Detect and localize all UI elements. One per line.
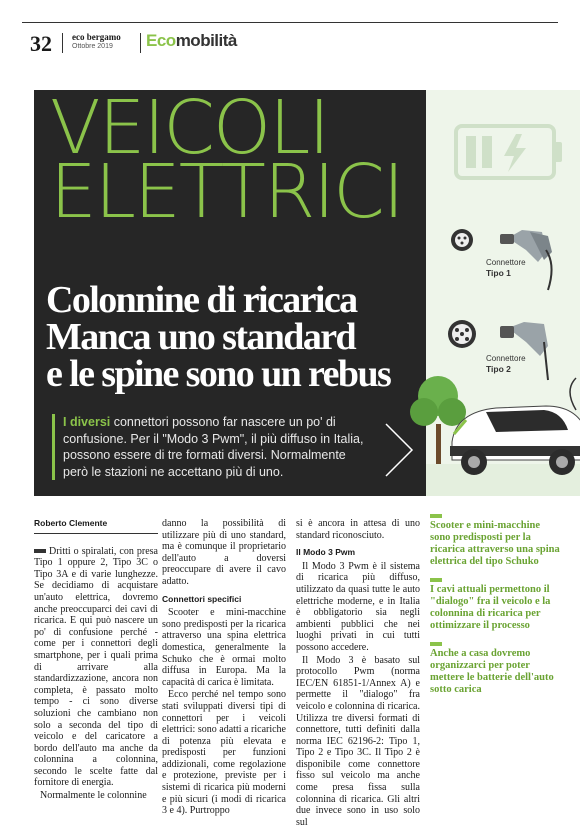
headline bbox=[50, 85, 403, 235]
publication-name: eco bergamo bbox=[72, 32, 121, 42]
subheading: Il Modo 3 Pwm bbox=[296, 547, 356, 558]
sidebar-highlights bbox=[430, 514, 562, 706]
highlight-marker bbox=[430, 514, 442, 518]
header-divider bbox=[140, 33, 141, 53]
highlight-marker bbox=[430, 578, 442, 582]
page-number: 32 bbox=[30, 31, 52, 56]
highlight-item: I cavi attuali permettono il "dialogo" fra il veicolo e la colonnina di ricarica per ottimizzare il processo bbox=[430, 578, 562, 632]
article-paragraph: Normalmente le colonnine bbox=[40, 790, 147, 802]
article-paragraph: Scooter e mini-macchine sono predisposti per la ricarica attraverso una spina elettrica domestica, generalmente la Schuko che è ormai molto diffusa in Europa. Ma la capacità di carica è limitata. bbox=[162, 607, 286, 688]
connector-illustration bbox=[426, 90, 580, 496]
cable-icon bbox=[570, 378, 576, 410]
article-paragraph: Il Modo 3 è basato sul protocollo Pwm (norma IEC/EN 61851-1/Annex A) e permette il "dialogo" fra veicolo e colonnina di ricarica. Utilizza tre diversi formati di connettore, tutti definiti dalla norma IEC 62196-2: Tipo 1, Tipo 2 e Tipo 3C. Il Tipo 2 è disponibile come connettore fisso sul veicolo ma anche come presa fissa sulla colonnina di ricarica. Gli altri due invece sono in uso solo sul bbox=[296, 654, 420, 828]
lead-bold: I diversi bbox=[63, 415, 111, 429]
page-header bbox=[22, 22, 558, 54]
header-divider bbox=[62, 33, 63, 53]
article-column-3 bbox=[296, 518, 420, 829]
subheadline-line: Colonnine di ricarica bbox=[46, 279, 357, 321]
connector-type1-label: Connettore Tipo 1 bbox=[486, 258, 526, 278]
subheadline-line: e le spine sono un rebus bbox=[46, 353, 391, 395]
publication-date: Ottobre 2019 bbox=[72, 43, 113, 50]
highlight-marker bbox=[430, 642, 442, 646]
article-paragraph: Il Modo 3 Pwm è il sistema di ricarica più diffuso, utilizzato da quasi tutte le auto elettriche moderne, e in Italia è obbligatorio sia negli ambienti pubblici che nei luoghi privati in cui tutti possono accedere. bbox=[296, 560, 420, 653]
headline-line: ELETTRICI bbox=[50, 149, 403, 235]
article-column-2 bbox=[162, 518, 286, 818]
article-paragraph: Ecco perché nel tempo sono stati sviluppati diversi tipi di connettori per i veicoli elettrici: sono adatti a ricariche di potenza più elevata e predisposti per funzioni addizionali, come regolazione e protezione, previste per i sistemi di ricarica più moderni e più sicuri (i modi di ricarica 3 e 4). Purtroppo bbox=[162, 689, 286, 817]
lead-text: connettori possono far nascere un po' di confusione. Per il "Modo 3 Pwm", il più diffuso in Italia, possono essere di tre formati diversi. Normalmente però le stazioni ne accettano più di uno. bbox=[63, 415, 364, 479]
connector-type2-label: Connettore Tipo 2 bbox=[486, 354, 526, 374]
highlight-item: Anche a casa dovremo organizzarci per poter mettere le batterie dell'auto sotto carica bbox=[430, 642, 562, 696]
paragraph-marker bbox=[34, 549, 46, 553]
subheadline bbox=[46, 279, 391, 395]
subheadline-line: Manca uno standard bbox=[46, 316, 356, 358]
arrow-icon bbox=[382, 420, 416, 480]
author-byline: Roberto Clemente bbox=[34, 518, 158, 534]
subheading: Connettori specifici bbox=[162, 593, 242, 604]
article-paragraph: si è ancora in attesa di uno standard riconosciuto. bbox=[296, 518, 420, 541]
article-paragraph: Dritti o spiralati, con presa Tipo 1 oppure 2, Tipo 3C o Tipo 3A e di varie lunghezze. Se decidiamo di acquistare un'auto elettrica, dovremo anche preoccuparci dei cavi di ricarica. E qui può nascere un po' di confusione perché - come per i connettori degli smartphone, per i quali prima di arrivare alla standardizzazione, ancora non completa, è passato molto tempo - ci sono diverse soluzioni che cambiano non solo a seconda del tipo di veicolo e del caricatore a bordo dell'auto ma anche da colonnina a colonnina, secondo le scelte fatte dal fornitore di energia. bbox=[34, 545, 158, 789]
article-column-1 bbox=[34, 518, 158, 803]
highlight-item: Scooter e mini-macchine sono predisposti per la ricarica attraverso una spina elettrica del tipo Schuko bbox=[430, 514, 562, 568]
article-paragraph: danno la possibilità di utilizzare più di uno standard, ma è comunque il proprietario dell'auto a doversi preoccupare di avere il cavo adatto. bbox=[162, 518, 286, 587]
battery-icon bbox=[456, 126, 562, 178]
lead-paragraph bbox=[52, 414, 374, 480]
illustration-art bbox=[426, 90, 580, 496]
section-title: Ecomobilità bbox=[146, 31, 237, 50]
headline-line: VEICOLI bbox=[50, 85, 329, 171]
